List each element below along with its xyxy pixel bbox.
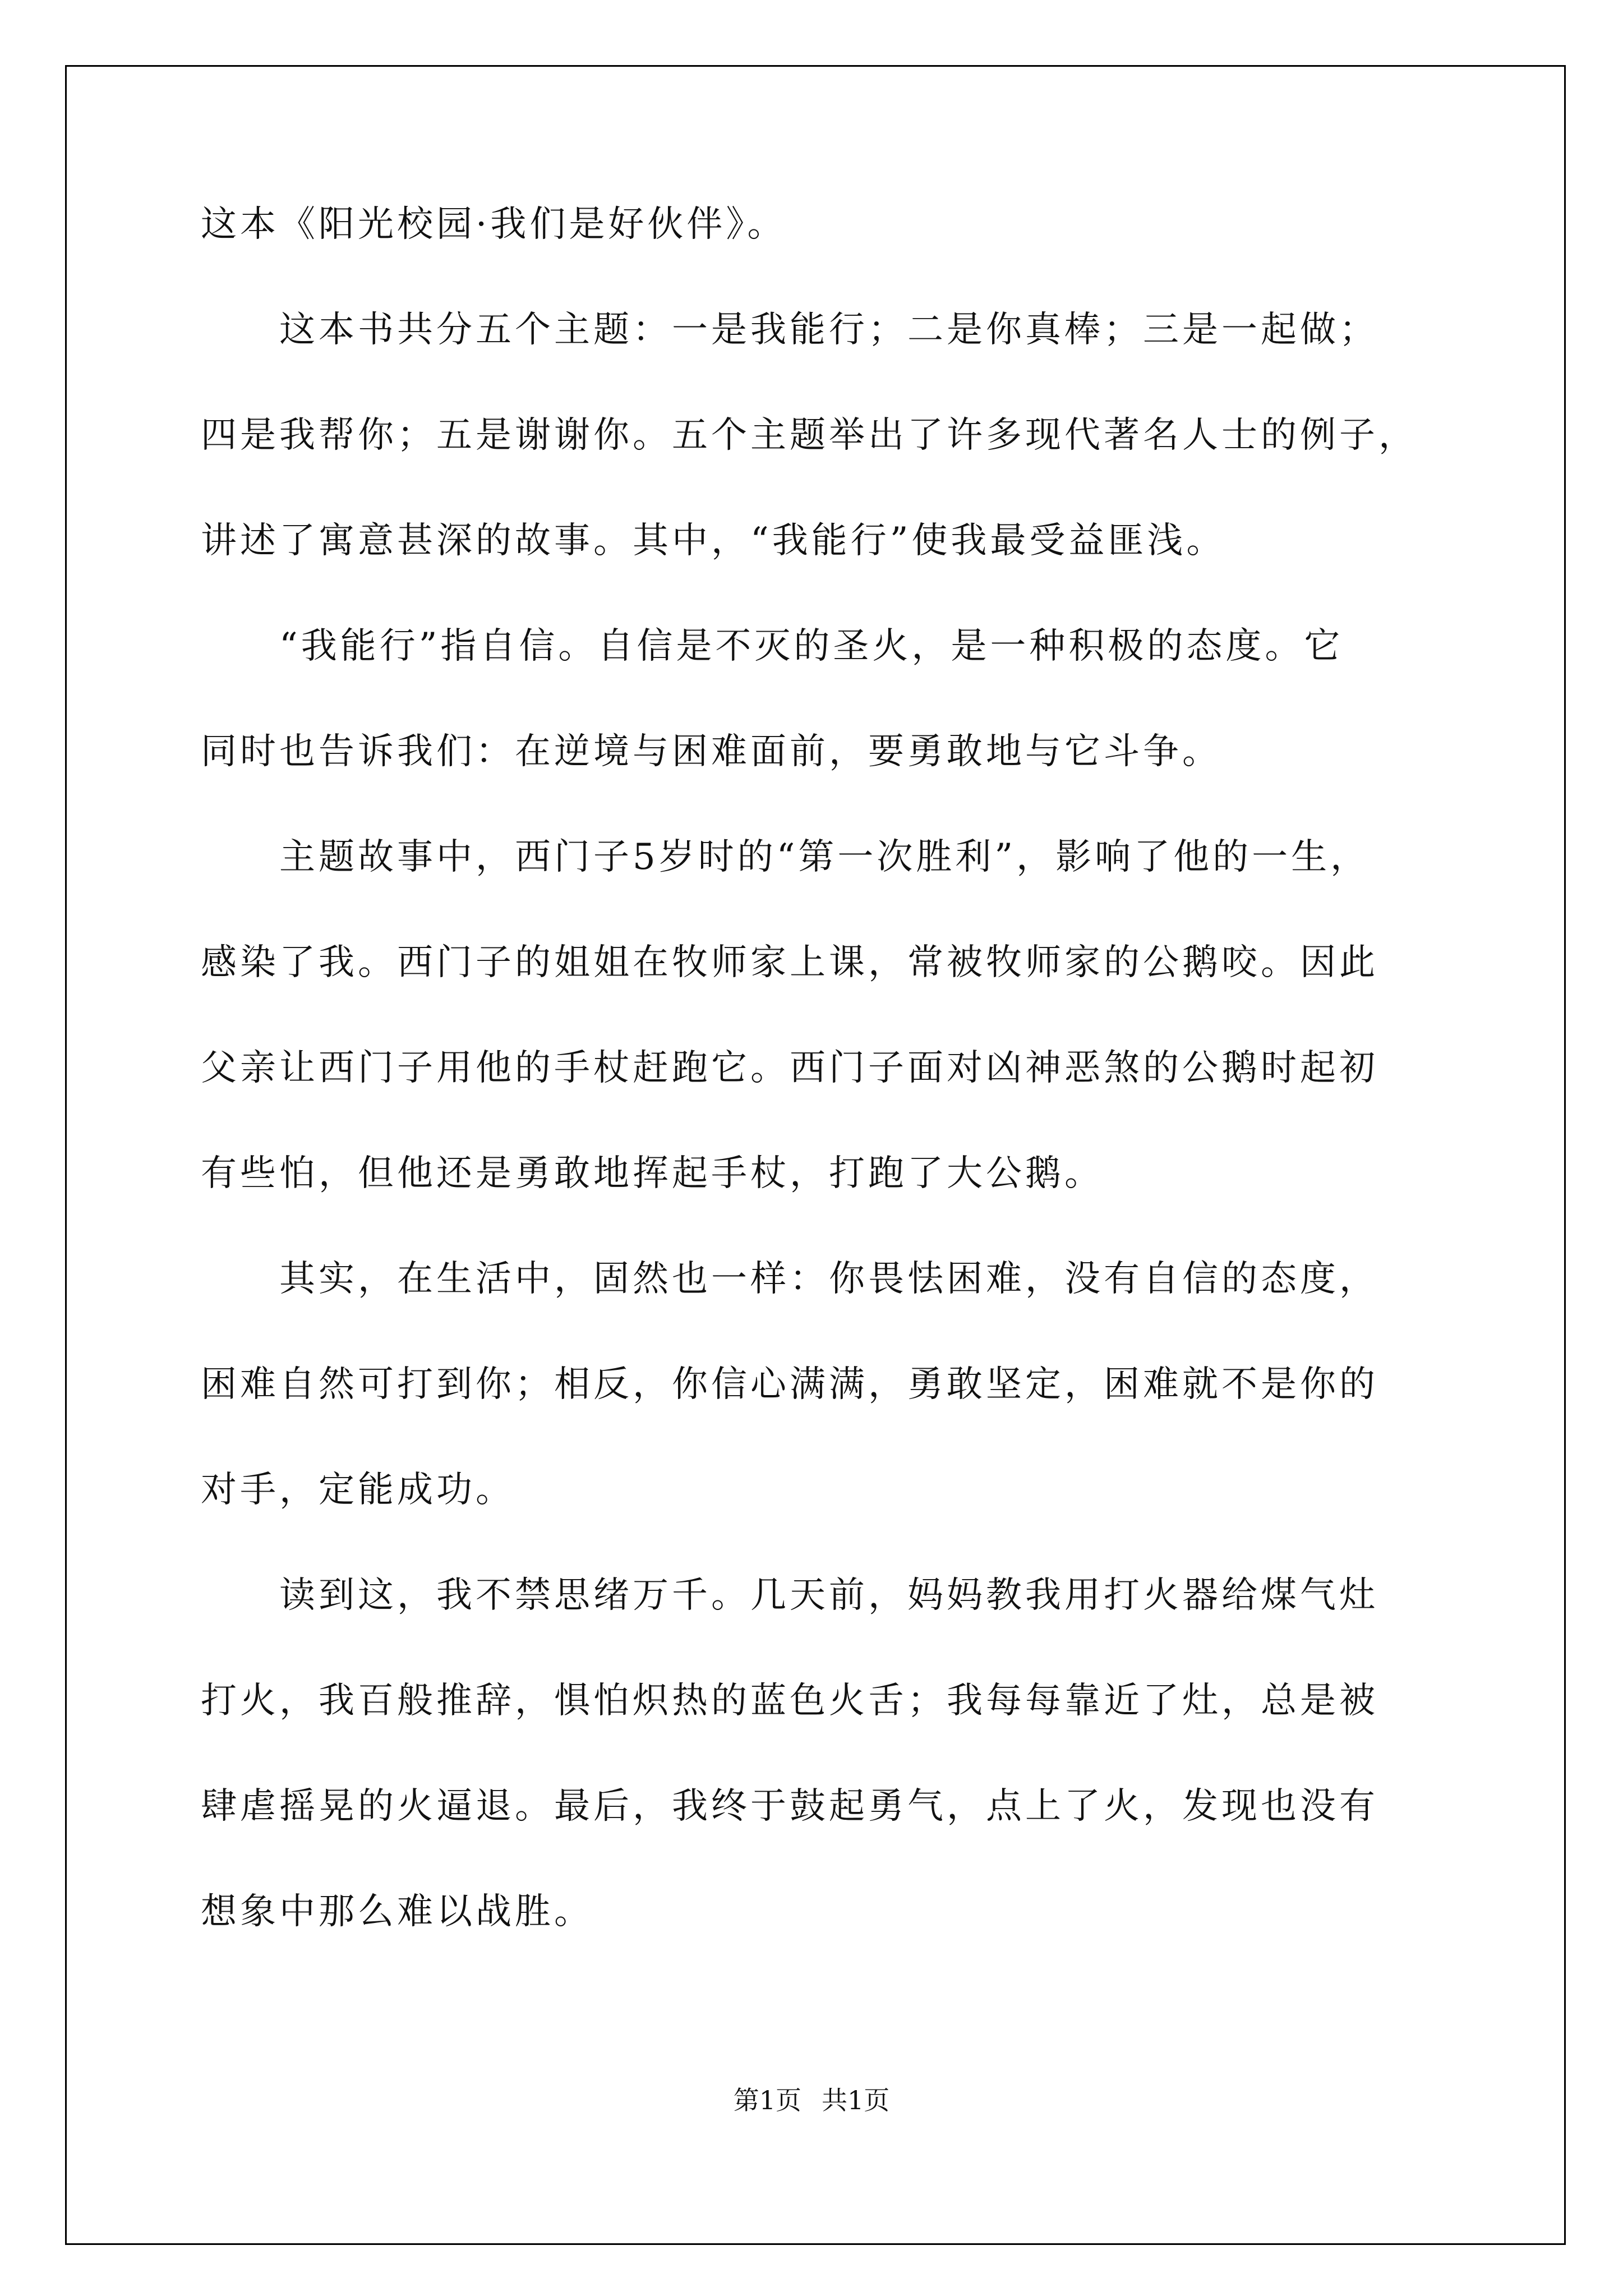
page-footer (0, 2080, 1623, 2117)
page-total: 共1页 (822, 2085, 890, 2115)
page-number: 第1页 (733, 2085, 801, 2115)
text-line: 想象中那么难以战胜。 (201, 1891, 593, 1932)
text-line: 四是我帮你；五是谢谢你。五个主题举出了许多现代著名人士的例子， (201, 415, 1418, 456)
text-line: 有些怕，但他还是勇敢地挥起手杖，打跑了大公鹅。 (201, 1153, 1104, 1194)
text-line: “我能行”指自信。自信是不灭的圣火，是一种积极的态度。它 (201, 625, 1344, 667)
text-line: 肆虐摇晃的火逼退。最后，我终于鼓起勇气，点上了火，发现也没有 (201, 1786, 1378, 1827)
text-line: 感染了我。西门子的姐姐在牧师家上课，常被牧师家的公鹅咬。因此 (201, 942, 1378, 983)
text-line: 主题故事中，西门子5岁时的“第一次胜利”，影响了他的一生， (201, 836, 1370, 878)
text-line: 讲述了寓意甚深的故事。其中，“我能行”使我最受益匪浅。 (201, 520, 1226, 562)
text-line: 对手，定能成功。 (201, 1469, 515, 1511)
text-line: 这本书共分五个主题：一是我能行；二是你真棒；三是一起做； (201, 309, 1378, 351)
text-line: 父亲让西门子用他的手杖赶跑它。西门子面对凶神恶煞的公鹅时起初 (201, 1047, 1378, 1089)
text-line: 打火，我百般推辞，惧怕炽热的蓝色火舌；我每每靠近了灶，总是被 (201, 1680, 1378, 1722)
text-line: 读到这，我不禁思绪万千。几天前，妈妈教我用打火器给煤气灶 (201, 1575, 1378, 1616)
text-line: 同时也告诉我们：在逆境与困难面前，要勇敢地与它斗争。 (201, 731, 1221, 772)
text-line: 困难自然可打到你；相反，你信心满满，勇敢坚定，困难就不是你的 (201, 1364, 1378, 1405)
text-line: 其实，在生活中，固然也一样：你畏怯困难，没有自信的态度， (201, 1258, 1378, 1300)
text-line: 这本《阳光校园·我们是好伙伴》。 (201, 204, 787, 245)
